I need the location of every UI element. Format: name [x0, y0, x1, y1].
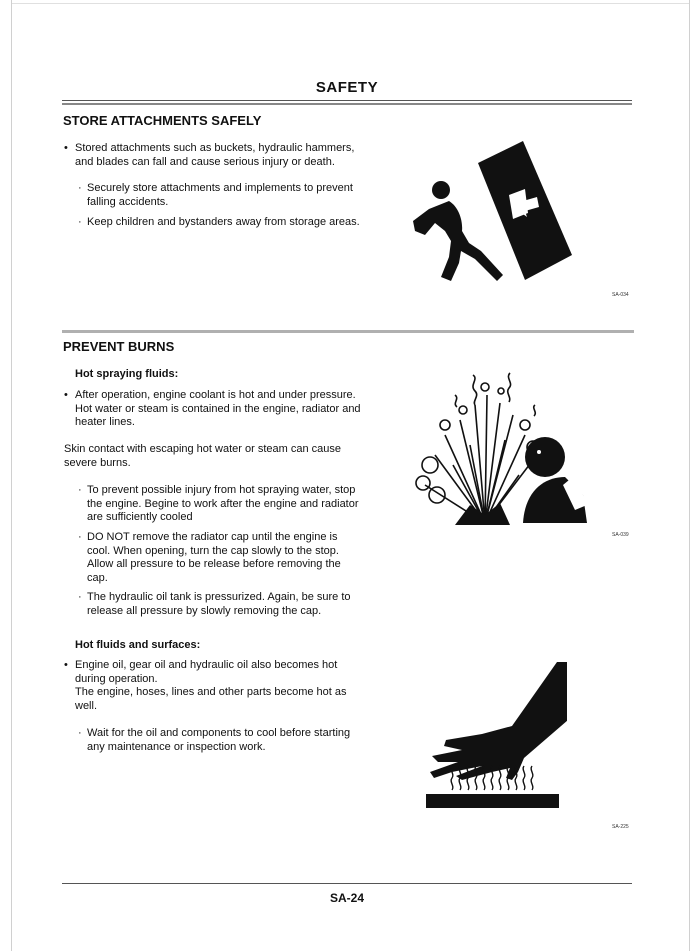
list-item: [78, 727, 367, 754]
list-item: [78, 484, 362, 525]
sub-bullet-icon: ·: [78, 727, 82, 739]
bullet-text-line1: Engine oil, gear oil and hydraulic oil also becomes hot during operation.: [75, 659, 338, 685]
bullet-engine-oil: [64, 659, 370, 713]
list-item-text: Keep children and bystanders away from storage areas.: [87, 216, 360, 228]
subheading-hot-fluids-surfaces: Hot fluids and surfaces:: [75, 639, 201, 651]
section-heading-prevent-burns: PREVENT BURNS: [63, 339, 175, 354]
page-number: SA-24: [329, 891, 364, 905]
bullet-engine-coolant: [64, 389, 370, 430]
falling-attachment-illustration: [405, 135, 580, 285]
footer-rule: [62, 883, 632, 884]
sub-bullet-icon: ·: [78, 484, 82, 496]
sub-bullet-icon: ·: [78, 216, 82, 228]
sub-bullet-icon: ·: [78, 531, 82, 543]
page-edge-left: [11, 0, 12, 951]
list-item-text: The hydraulic oil tank is pressurized. Again, be sure to release all pressure by slowly removing the cap.: [87, 591, 351, 617]
steam-spray-icon: [416, 373, 539, 523]
figure-code: SA-225: [612, 824, 629, 830]
person-icon: [413, 181, 503, 281]
hot-plate-icon: [426, 794, 559, 808]
bullet-stored-attachments: [64, 142, 370, 169]
bullet-icon: •: [64, 389, 68, 401]
sub-bullet-icon: ·: [78, 182, 82, 194]
bullet-text-line2: The engine, hoses, lines and other parts become hot as well.: [75, 686, 347, 712]
bullet-icon: •: [64, 142, 68, 154]
sub-bullet-icon: ·: [78, 591, 82, 603]
list-item: [78, 182, 367, 209]
falling-blade-icon: [478, 141, 572, 280]
section-divider: [62, 330, 634, 333]
hand-icon: [430, 662, 567, 780]
figure-code: SA-034: [612, 292, 629, 298]
header-rule-thick: [62, 103, 632, 105]
list-item: [78, 531, 362, 585]
subheading-hot-spraying-fluids: Hot spraying fluids:: [75, 368, 179, 380]
hot-spray-illustration: [415, 365, 590, 530]
list-item-text: Wait for the oil and components to cool before starting any maintenance or inspection work.: [87, 727, 351, 753]
page-edge-top: [11, 3, 690, 4]
bullet-icon: •: [64, 659, 68, 671]
section-heading-store-attachments: STORE ATTACHMENTS SAFELY: [63, 113, 262, 128]
page-edge-right: [689, 0, 690, 951]
list-item: [78, 216, 367, 230]
page-title: SAFETY: [315, 79, 379, 96]
list-item: [78, 591, 362, 618]
bullet-text: Stored attachments such as buckets, hydraulic hammers, and blades can fall and cause serious injury or death.: [75, 142, 355, 168]
person-head-icon: [523, 437, 587, 523]
list-item-text: Securely store attachments and implements to prevent falling accidents.: [87, 182, 353, 208]
note-skin-contact: Skin contact with escaping hot water or steam can cause severe burns.: [64, 443, 341, 469]
hot-surface-illustration: [422, 660, 567, 812]
bullet-text: After operation, engine coolant is hot and under pressure. Hot water or steam is contained in the engine, radiator and heater lines.: [75, 389, 361, 428]
list-item-text: To prevent possible injury from hot spraying water, stop the engine. Begine to work after the engine and radiator are sufficiently cooled: [87, 484, 359, 523]
figure-code: SA-039: [612, 532, 629, 538]
header-rule: [62, 100, 632, 101]
list-item-text: DO NOT remove the radiator cap until the engine is cool. When opening, turn the cap slowly to the stop. Allow all pressure to be release before removing the cap.: [87, 531, 341, 584]
